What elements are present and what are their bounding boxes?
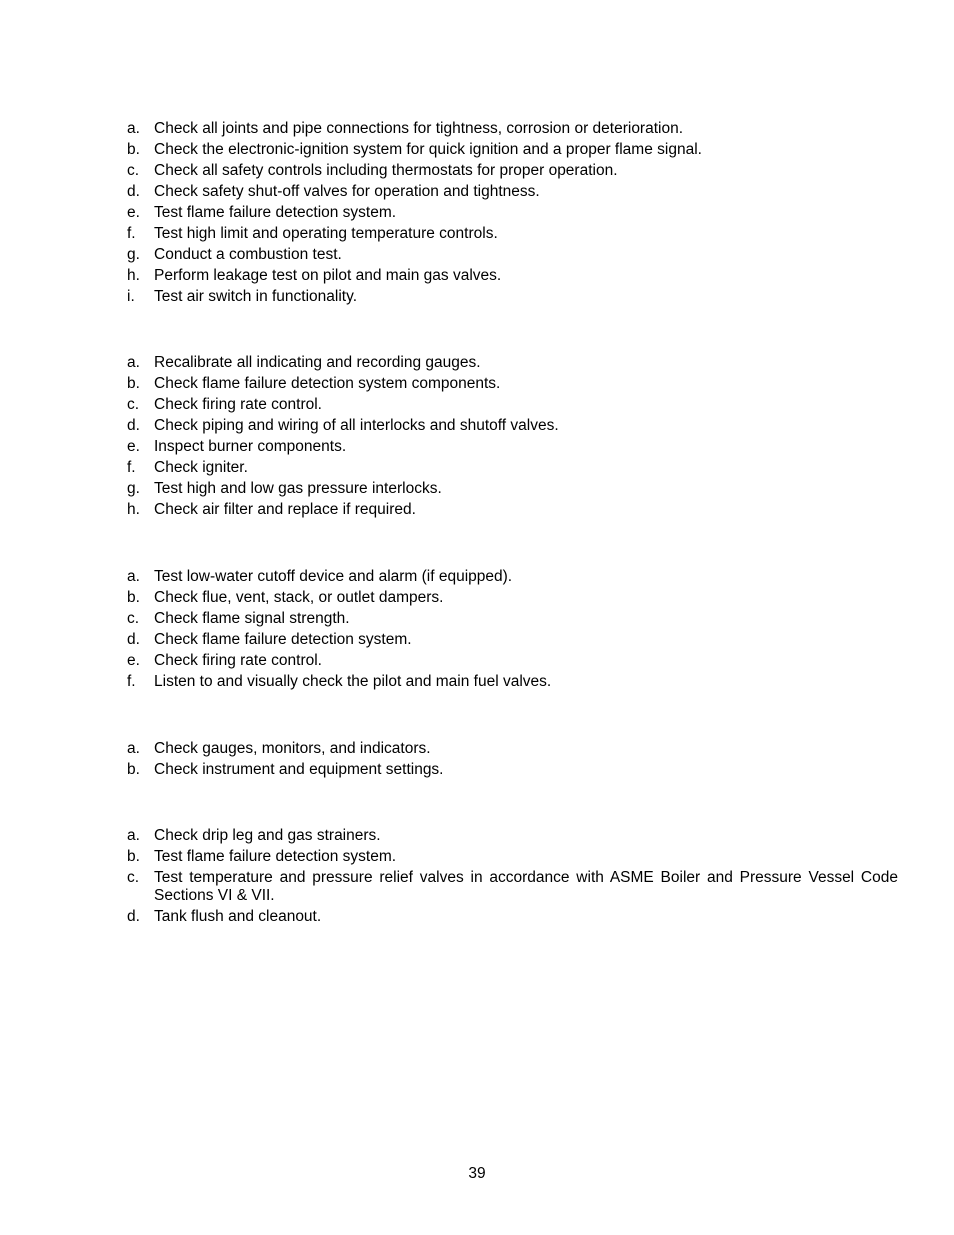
list-item-text: Test temperature and pressure relief valves in accordance with ASME Boiler and Pressure Vessel Code Sections VI & VII. [154,869,898,904]
list-item [127,375,898,393]
list-item [127,417,898,435]
checklist-group [127,827,898,929]
list-item-marker: h. [127,501,140,518]
list-item-marker: d. [127,631,140,648]
list-item [127,162,898,180]
list-item [127,589,898,607]
list-item [127,459,898,477]
list-item-text: Inspect burner components. [154,438,347,455]
list-item [127,288,898,306]
list-item-text: Conduct a combustion test. [154,246,342,263]
list-item-marker: i. [127,288,135,305]
list-item-text: Test flame failure detection system. [154,848,397,865]
checklist-group [127,354,898,522]
list-item [127,631,898,649]
list-item-text: Check air filter and replace if required. [154,501,416,518]
list-item-marker: a. [127,568,140,585]
list-item [127,501,898,519]
list-item [127,204,898,222]
list-item-text: Test flame failure detection system. [154,204,397,221]
list-item-text: Check flame failure detection system components. [154,375,501,392]
list-item-text: Check the electronic-ignition system for quick ignition and a proper flame signal. [154,141,702,158]
list-item [127,246,898,264]
list-item-marker: h. [127,267,140,284]
list-item [127,908,898,926]
list-item-text: Test high limit and operating temperature controls. [154,225,498,242]
list-item-text: Check igniter. [154,459,248,476]
page-number: 39 [468,1165,486,1182]
list-item-text: Check gauges, monitors, and indicators. [154,740,431,757]
list-item-marker: g. [127,480,140,497]
list-item [127,396,898,414]
list-item [127,652,898,670]
list-item-marker: g. [127,246,140,263]
list-item-marker: b. [127,141,140,158]
list-item [127,740,898,758]
list-item-marker: e. [127,438,140,455]
list-item-text: Listen to and visually check the pilot and main fuel valves. [154,673,552,690]
list-item-text: Check firing rate control. [154,652,322,669]
list-item-marker: f. [127,225,136,242]
list-item [127,141,898,159]
list-item [127,267,898,285]
list-item-text: Check instrument and equipment settings. [154,761,444,778]
list-item-marker: b. [127,848,140,865]
list-item-text: Check flame signal strength. [154,610,350,627]
list-item-text: Tank flush and cleanout. [154,908,322,925]
list-item [127,354,898,372]
list-item-marker: b. [127,761,140,778]
list-item-marker: f. [127,459,136,476]
list-item-marker: c. [127,869,140,886]
list-item [127,610,898,628]
list-item-marker: a. [127,354,140,371]
list-item-marker: b. [127,589,140,606]
list-item-text: Check flue, vent, stack, or outlet dampers. [154,589,444,606]
list-item [127,827,898,845]
list-item [127,848,898,866]
list-item-marker: e. [127,204,140,221]
list-item-text: Check flame failure detection system. [154,631,412,648]
list-item [127,183,898,201]
list-item-marker: c. [127,396,140,413]
list-item-marker: a. [127,827,140,844]
list-item-text: Test high and low gas pressure interlocks. [154,480,442,497]
list-item-marker: f. [127,673,136,690]
list-item-marker: c. [127,610,140,627]
list-item [127,568,898,586]
list-item-marker: d. [127,183,140,200]
list-item-text: Perform leakage test on pilot and main gas valves. [154,267,502,284]
list-item-text: Check safety shut-off valves for operation and tightness. [154,183,540,200]
checklist-group [127,740,898,782]
checklist-group [127,568,898,694]
list-item-text: Check drip leg and gas strainers. [154,827,381,844]
list-item-text: Check all joints and pipe connections for tightness, corrosion or deterioration. [154,120,684,137]
list-item-marker: c. [127,162,140,179]
list-item [127,869,898,905]
list-item [127,761,898,779]
checklist-group [127,120,898,309]
list-item-marker: d. [127,908,140,925]
list-item-text: Recalibrate all indicating and recording gauges. [154,354,481,371]
list-item-marker: b. [127,375,140,392]
list-item-text: Check piping and wiring of all interlocks and shutoff valves. [154,417,559,434]
list-item-text: Check firing rate control. [154,396,322,413]
list-item-marker: e. [127,652,140,669]
list-item [127,120,898,138]
list-item [127,225,898,243]
list-item [127,480,898,498]
list-item-text: Test air switch in functionality. [154,288,358,305]
list-item-marker: a. [127,740,140,757]
list-item-text: Test low-water cutoff device and alarm (if equipped). [154,568,513,585]
list-item-marker: d. [127,417,140,434]
list-item-text: Check all safety controls including thermostats for proper operation. [154,162,618,179]
list-item [127,673,898,691]
list-item-marker: a. [127,120,140,137]
list-item [127,438,898,456]
